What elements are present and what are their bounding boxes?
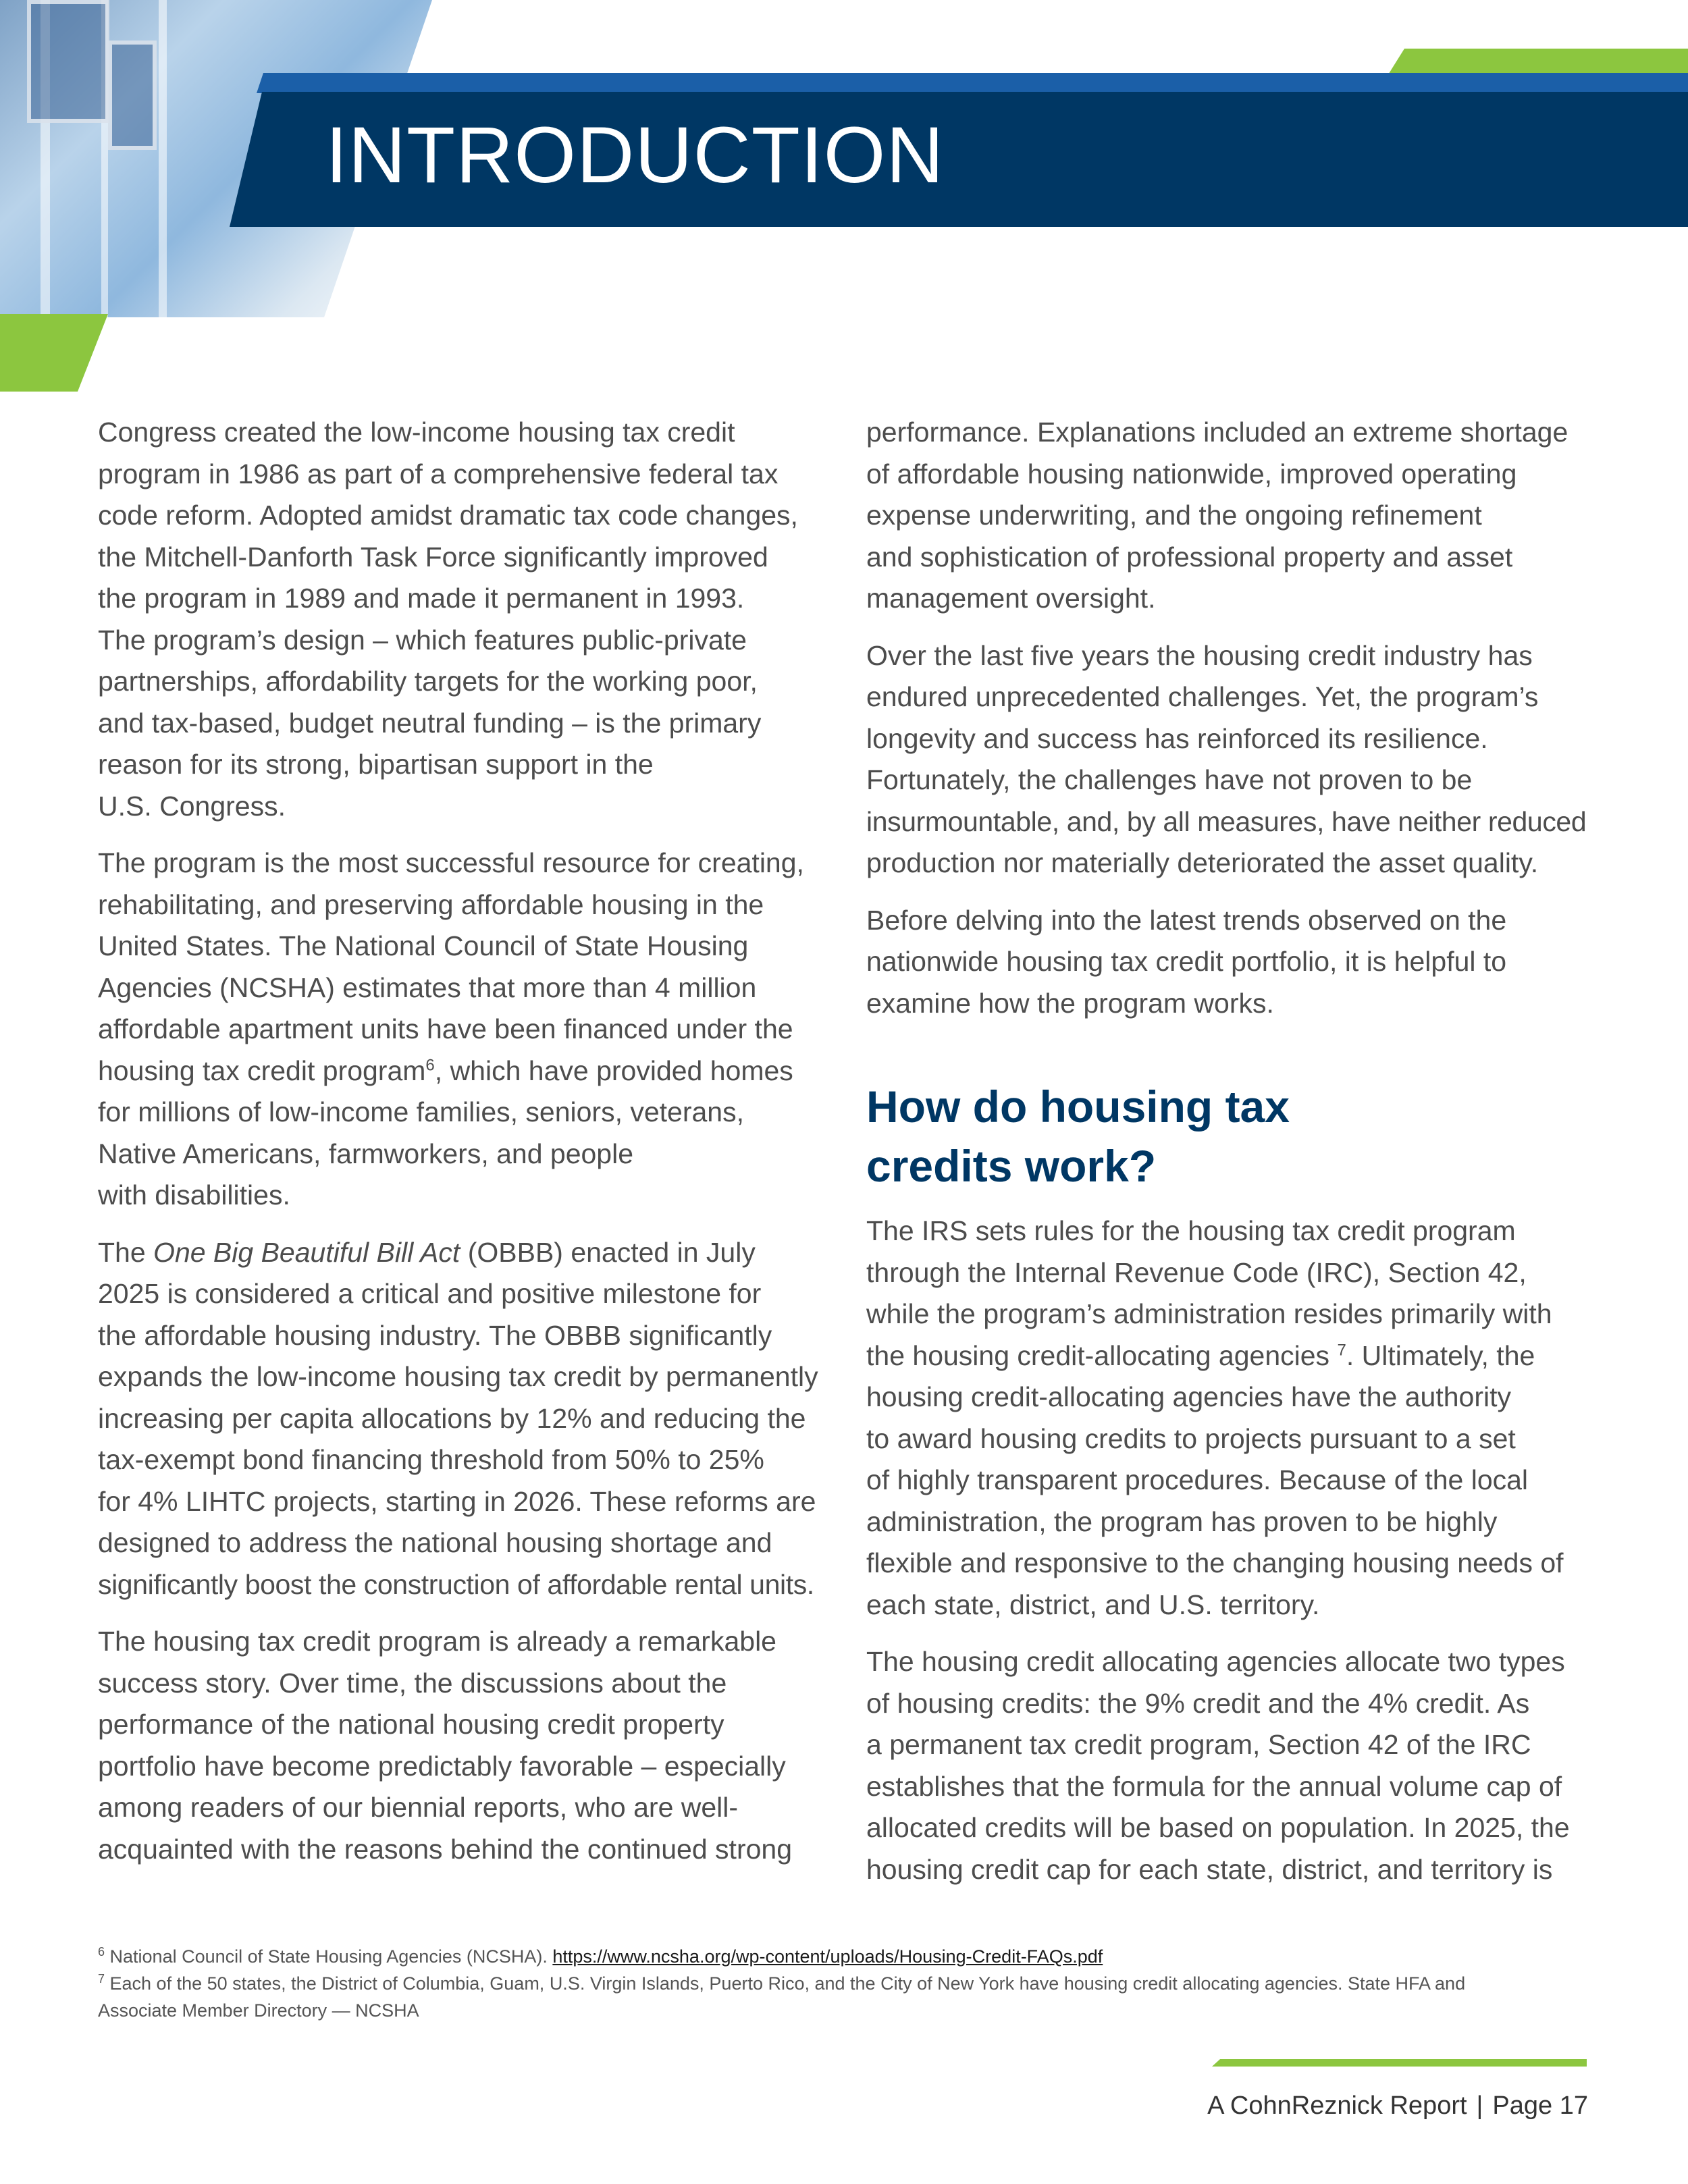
text-line: the affordable housing industry. The OBBB significantly (98, 1319, 772, 1351)
text-line: Congress created the low-income housing tax credit (98, 417, 735, 448)
text-line: Native Americans, farmworkers, and people (98, 1138, 634, 1169)
text-line: reason for its strong, bipartisan support in the (98, 749, 654, 780)
text-line: significantly boost the construction of affordable rental units. (98, 1568, 814, 1600)
text-line: endured unprecedented challenges. Yet, the program’s (866, 681, 1539, 712)
footnote-text-continued: Associate Member Directory — NCSHA (98, 2000, 419, 2021)
text-line: performance. Explanations included an extreme shortage (866, 417, 1568, 448)
text-line: among readers of our biennial reports, who are well- (98, 1792, 739, 1823)
text-line: program in 1986 as part of a comprehensive federal tax (98, 458, 779, 489)
text-line: administration, the program has proven to be highly (866, 1506, 1498, 1537)
text-line: housing credit cap for each state, district, and territory is (866, 1853, 1553, 1885)
text-fragment: (OBBB) enacted in July (460, 1236, 756, 1268)
text-line: code reform. Adopted amidst dramatic tax code changes, (98, 500, 798, 531)
text-fragment: . Ultimately, the (1346, 1339, 1535, 1371)
page-title: INTRODUCTION (325, 111, 945, 200)
text-line: expense underwriting, and the ongoing refinement (866, 500, 1482, 531)
page-number: Page 17 (1492, 2092, 1588, 2120)
text-fragment: housing tax credit program (98, 1055, 426, 1086)
footnote-ref-7[interactable]: 7 (1337, 1340, 1346, 1359)
bill-title: One Big Beautiful Bill Act (153, 1236, 460, 1268)
text-line: U.S. Congress. (98, 790, 286, 822)
text-line: Before delving into the latest trends observed on the (866, 904, 1507, 936)
text-line: the program in 1989 and made it permanent in 1993. (98, 583, 745, 614)
footer-separator: | (1476, 2092, 1483, 2120)
paragraph-program-success (98, 843, 834, 1217)
right-column (866, 412, 1592, 1906)
page-footer (1207, 2092, 1588, 2121)
text-line: production nor materially deteriorated the asset quality. (866, 847, 1539, 878)
text-line (866, 1335, 1592, 1377)
paragraph-irs-rules (866, 1210, 1592, 1626)
text-line: designed to address the national housing shortage and (98, 1527, 772, 1558)
text-line: examine how the program works. (866, 987, 1274, 1019)
footer-rule (1212, 2059, 1587, 2067)
paragraph-obbb (98, 1232, 834, 1606)
text-line: nationwide housing tax credit portfolio, it is helpful to (866, 946, 1507, 977)
text-fragment: the housing credit-allocating agencies (866, 1339, 1338, 1371)
heading-line: How do housing tax (866, 1082, 1290, 1131)
footnote-link[interactable]: https://www.ncsha.org/wp-content/uploads/Housing-Credit-FAQs.pdf (552, 1946, 1103, 1967)
text-line: the Mitchell-Danforth Task Force significantly improved (98, 541, 768, 572)
footnote-7 (98, 1970, 1604, 1997)
heading-line: credits work? (866, 1141, 1157, 1191)
green-corner-accent (0, 314, 108, 392)
green-top-accent (1388, 49, 1688, 76)
text-line: allocated credits will be based on population. In 2025, the (866, 1812, 1570, 1843)
text-line: while the program’s administration resides primarily with (866, 1298, 1552, 1329)
text-line: insurmountable, and, by all measures, have neither reduced (866, 805, 1587, 837)
text-line: tax-exempt bond financing threshold from 50% to 25% (98, 1444, 764, 1475)
text-line: of affordable housing nationwide, improved operating (866, 458, 1517, 489)
text-line: through the Internal Revenue Code (IRC), Section 42, (866, 1256, 1527, 1288)
footnotes (98, 1943, 1604, 2024)
paragraph-success-story (98, 1621, 834, 1870)
text-line: partnerships, affordability targets for the working poor, (98, 666, 758, 697)
paragraph-credit-types (866, 1641, 1592, 1890)
photo-window (108, 41, 157, 150)
paragraph-challenges (866, 635, 1592, 884)
text-line: with disabilities. (98, 1179, 290, 1210)
text-line: The housing tax credit program is already a remarkable (98, 1626, 776, 1657)
text-line: portfolio have become predictably favorable – especially (98, 1750, 786, 1782)
blue-accent-bar (257, 73, 1688, 93)
text-line: success story. Over time, the discussions about the (98, 1667, 727, 1699)
text-line: affordable apartment units have been financed under the (98, 1013, 793, 1044)
text-line: to award housing credits to projects pursuant to a set (866, 1422, 1516, 1454)
paragraph-before-delving (866, 900, 1592, 1025)
text-line: 2025 is considered a critical and positive milestone for (98, 1278, 762, 1309)
text-line: establishes that the formula for the annual volume cap of (866, 1770, 1562, 1802)
text-line: for millions of low-income families, seniors, veterans, (98, 1096, 744, 1127)
footnote-text: Each of the 50 states, the District of Columbia, Guam, U.S. Virgin Islands, Puerto Rico, and the City of New York have housing credit allocating agencies. State HFA and (105, 1973, 1466, 1994)
text-line: increasing per capita allocations by 12% and reducing the (98, 1402, 806, 1434)
text-line: The program is the most successful resource for creating, (98, 847, 804, 878)
paragraph-performance (866, 412, 1592, 620)
footnote-text: National Council of State Housing Agencies (NCSHA). (105, 1946, 553, 1967)
text-line: The housing credit allocating agencies allocate two types (866, 1646, 1565, 1677)
text-line: Over the last five years the housing credit industry has (866, 639, 1533, 671)
text-fragment: , which have provided homes (434, 1055, 793, 1086)
text-line: flexible and responsive to the changing housing needs of (866, 1547, 1564, 1578)
text-line: longevity and success has reinforced its resilience. (866, 722, 1488, 754)
text-line: Fortunately, the challenges have not proven to be (866, 764, 1473, 795)
text-line: management oversight. (866, 583, 1156, 614)
text-fragment: The (98, 1236, 154, 1268)
text-line (98, 1050, 834, 1092)
text-line: rehabilitating, and preserving affordable housing in the (98, 888, 764, 920)
text-line: acquainted with the reasons behind the continued strong (98, 1833, 793, 1865)
text-line (98, 1232, 834, 1274)
text-line: for 4% LIHTC projects, starting in 2026. These reforms are (98, 1485, 816, 1517)
text-line: a permanent tax credit program, Section 42 of the IRC (866, 1729, 1531, 1760)
text-line: The program’s design – which features public-private (98, 624, 747, 656)
text-line: and sophistication of professional property and asset (866, 541, 1513, 572)
footnote-number: 7 (98, 1972, 105, 1986)
footnote-number: 6 (98, 1945, 105, 1959)
text-line: Agencies (NCSHA) estimates that more than 4 million (98, 971, 757, 1003)
report-name: A CohnReznick Report (1207, 2092, 1467, 2120)
left-column (98, 412, 834, 1886)
photo-window (27, 0, 109, 123)
text-line: of highly transparent procedures. Because of the local (866, 1464, 1529, 1495)
text-line: housing credit-allocating agencies have the authority (866, 1381, 1511, 1412)
text-line: expands the low-income housing tax credit by permanently (98, 1361, 818, 1392)
text-line: United States. The National Council of State Housing (98, 930, 749, 961)
paragraph-program-history (98, 412, 834, 827)
text-line: performance of the national housing credit property (98, 1709, 724, 1740)
text-line: The IRS sets rules for the housing tax credit program (866, 1215, 1516, 1246)
photo-mullion (159, 0, 167, 317)
text-line: of housing credits: the 9% credit and the 4% credit. As (866, 1687, 1530, 1719)
section-heading (866, 1077, 1592, 1196)
footnote-6 (98, 1943, 1604, 1970)
footnote-ref-6[interactable]: 6 (425, 1055, 435, 1074)
text-line: and tax-based, budget neutral funding – is the primary (98, 707, 762, 739)
text-line: each state, district, and U.S. territory. (866, 1589, 1320, 1620)
